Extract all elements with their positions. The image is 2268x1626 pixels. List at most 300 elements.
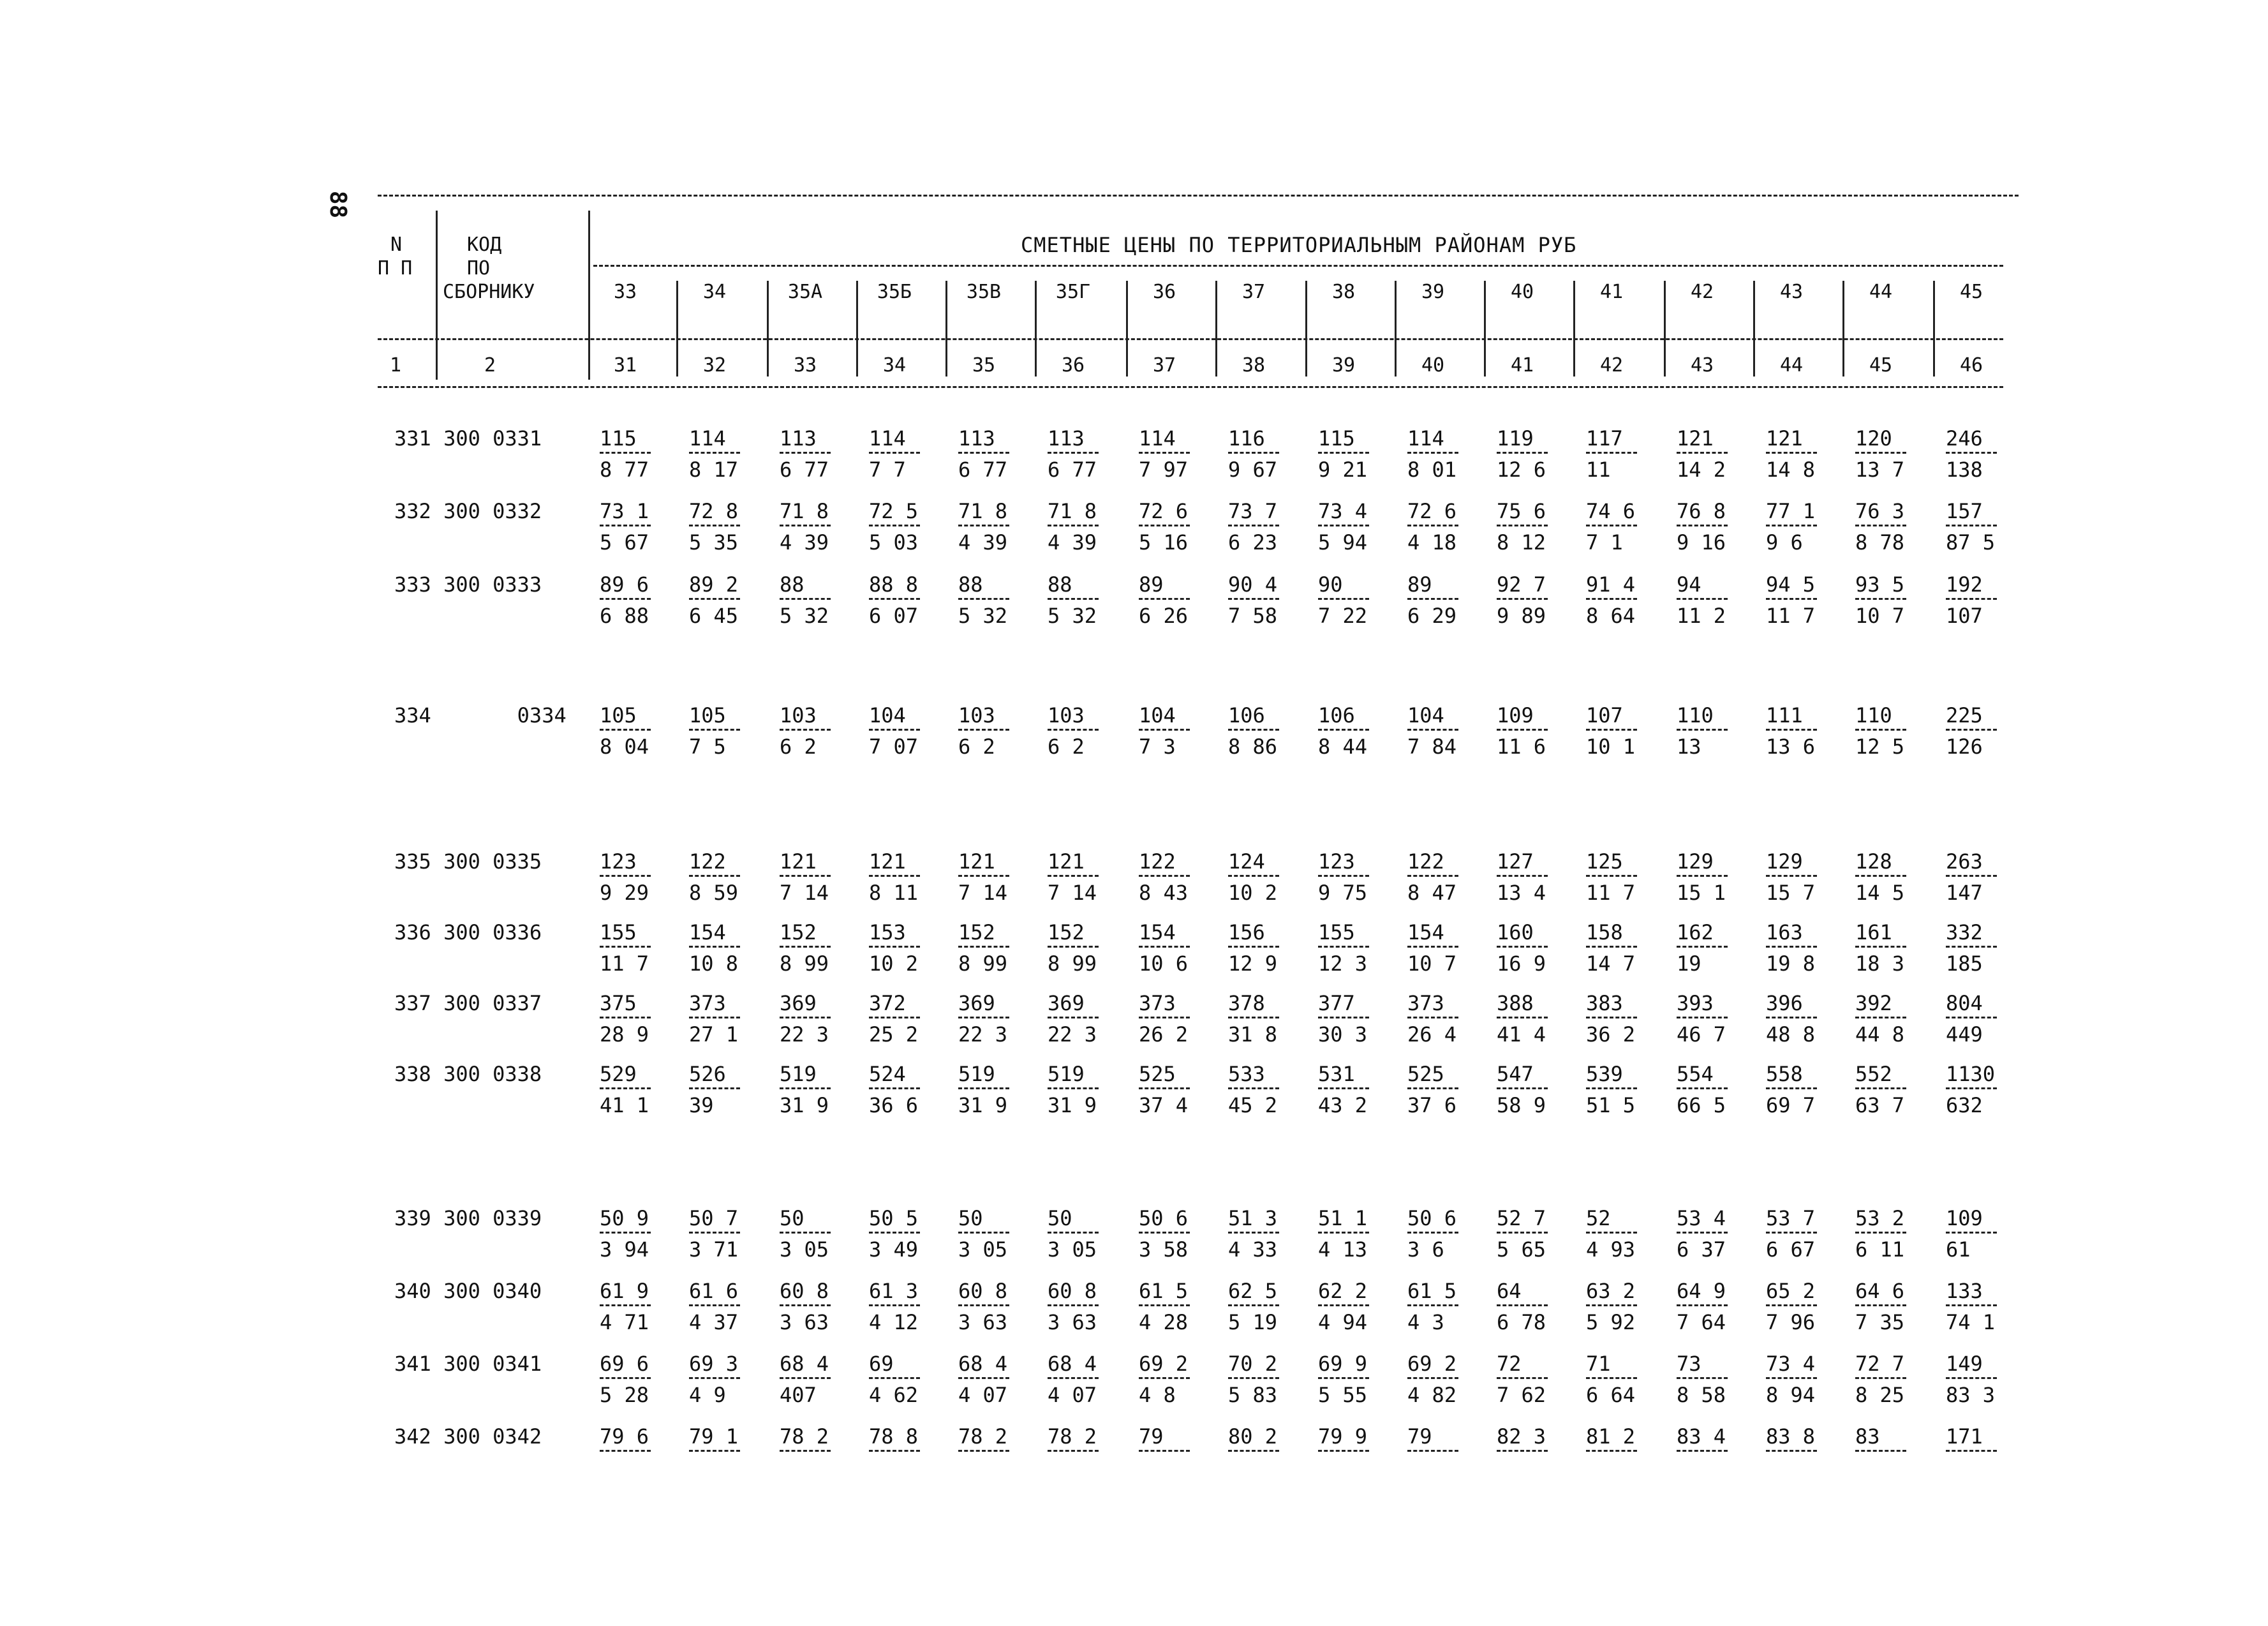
price-value: 75 6 <box>1497 499 1546 523</box>
row-code: 333 300 0333 <box>394 572 542 597</box>
fraction-line <box>1677 525 1728 526</box>
price-cell <box>1497 572 1586 628</box>
fraction-line <box>1318 1017 1369 1018</box>
price-value: 82 3 <box>1497 1424 1546 1449</box>
row-code: 340 300 0340 <box>394 1279 542 1303</box>
wage-value: 4 07 <box>1048 1383 1097 1407</box>
price-cell <box>600 1279 689 1334</box>
price-cell <box>1318 849 1407 905</box>
price-cell <box>1407 1279 1497 1334</box>
price-value: 80 2 <box>1228 1424 1278 1449</box>
fraction-line <box>869 1377 920 1379</box>
price-cell <box>1407 1206 1497 1262</box>
fraction-line <box>1855 1232 1906 1234</box>
wage-value: 4 28 <box>1139 1310 1189 1334</box>
wage-value: 5 32 <box>780 604 829 628</box>
price-cell <box>869 572 958 628</box>
wage-value: 4 37 <box>689 1310 739 1334</box>
column-number: 41 <box>1510 354 1534 377</box>
price-value: 89 <box>1139 572 1164 597</box>
price-value: 369 <box>780 991 817 1015</box>
page-number: 88 <box>325 190 352 219</box>
column-number: 44 <box>1779 354 1804 377</box>
price-value: 94 5 <box>1766 572 1816 597</box>
wage-value: 7 07 <box>869 735 919 759</box>
wage-value: 5 32 <box>958 604 1008 628</box>
price-value: 113 <box>958 426 995 451</box>
price-cell <box>958 499 1048 555</box>
wage-value: 41 1 <box>600 1093 649 1117</box>
wage-value: 31 9 <box>780 1093 829 1117</box>
price-value: 83 8 <box>1766 1424 1816 1449</box>
fraction-line <box>1766 1450 1817 1452</box>
fraction-line <box>958 525 1009 526</box>
region-divider <box>1395 281 1397 377</box>
price-value: 369 <box>1048 991 1085 1015</box>
price-cell <box>1497 703 1586 759</box>
price-cell <box>1318 499 1407 555</box>
price-value: 53 2 <box>1855 1206 1905 1230</box>
fraction-line <box>1766 1304 1817 1306</box>
price-value: 106 <box>1318 703 1355 727</box>
column-number: 38 <box>1241 354 1266 377</box>
price-cell <box>689 1206 778 1262</box>
fraction-line <box>1586 1087 1637 1089</box>
price-cell <box>1766 920 1855 976</box>
price-cell <box>600 1206 689 1262</box>
price-cell <box>1677 1279 1766 1334</box>
price-cell <box>780 1424 869 1456</box>
price-cell <box>1407 426 1497 482</box>
fraction-line <box>689 452 740 454</box>
price-value: 122 <box>1139 849 1176 874</box>
price-cell <box>1497 991 1586 1047</box>
price-cell <box>1407 920 1497 976</box>
wage-value: 6 45 <box>689 604 739 628</box>
price-cell <box>689 1352 778 1407</box>
price-value: 79 9 <box>1318 1424 1368 1449</box>
wage-value: 4 9 <box>689 1383 726 1407</box>
price-value: 50 7 <box>689 1206 739 1230</box>
wage-value: 185 <box>1946 951 1983 976</box>
wage-value: 5 19 <box>1228 1310 1278 1334</box>
wage-value: 36 2 <box>1586 1022 1636 1047</box>
price-value: 90 4 <box>1228 572 1278 597</box>
price-cell <box>869 1424 958 1456</box>
fraction-line <box>1048 1450 1099 1452</box>
fraction-line <box>689 1450 740 1452</box>
price-cell <box>600 703 689 759</box>
price-cell <box>600 1352 689 1407</box>
wage-value: 9 75 <box>1318 881 1368 905</box>
fraction-line <box>1677 729 1728 731</box>
region-header: 36 <box>1152 281 1176 303</box>
wage-value: 11 7 <box>1586 881 1636 905</box>
wage-value: 8 94 <box>1766 1383 1816 1407</box>
wage-value: 7 1 <box>1586 530 1623 555</box>
price-value: 114 <box>869 426 906 451</box>
fraction-line <box>1855 1087 1906 1089</box>
price-cell <box>689 849 778 905</box>
price-value: 68 4 <box>1048 1352 1097 1376</box>
fraction-line <box>1946 1087 1997 1089</box>
wage-value: 8 01 <box>1407 458 1457 482</box>
price-value: 121 <box>869 849 906 874</box>
price-value: 93 5 <box>1855 572 1905 597</box>
fraction-line <box>1407 1087 1458 1089</box>
price-value: 92 7 <box>1497 572 1546 597</box>
price-cell <box>1497 1352 1586 1407</box>
fraction-line <box>689 1232 740 1234</box>
price-value: 373 <box>1407 991 1444 1015</box>
price-value: 53 4 <box>1677 1206 1726 1230</box>
region-header: 35Г <box>1055 281 1091 303</box>
price-value: 246 <box>1946 426 1983 451</box>
column-number: 36 <box>1061 354 1085 377</box>
wage-value: 69 7 <box>1766 1093 1816 1117</box>
wage-value: 8 64 <box>1586 604 1636 628</box>
column-number: 42 <box>1599 354 1624 377</box>
price-value: 73 <box>1677 1352 1701 1376</box>
row-code: 336 300 0336 <box>394 920 542 944</box>
price-value: 120 <box>1855 426 1892 451</box>
wage-value: 8 12 <box>1497 530 1546 555</box>
price-value: 72 6 <box>1139 499 1189 523</box>
price-value: 110 <box>1677 703 1714 727</box>
price-value: 128 <box>1855 849 1892 874</box>
price-cell <box>1766 703 1855 759</box>
fraction-line <box>1048 525 1099 526</box>
wage-value: 6 11 <box>1855 1237 1905 1262</box>
price-cell <box>1048 572 1137 628</box>
wage-value: 13 4 <box>1497 881 1546 905</box>
wage-value: 87 5 <box>1946 530 1996 555</box>
price-value: 192 <box>1946 572 1983 597</box>
price-value: 547 <box>1497 1062 1534 1086</box>
price-value: 552 <box>1855 1062 1892 1086</box>
price-cell <box>1318 1352 1407 1407</box>
fraction-line <box>1497 1017 1548 1018</box>
price-cell <box>1677 920 1766 976</box>
column-number: 39 <box>1331 354 1356 377</box>
wage-value: 61 <box>1946 1237 1971 1262</box>
fraction-line <box>1766 1087 1817 1089</box>
price-value: 71 <box>1586 1352 1611 1376</box>
price-cell <box>1048 703 1137 759</box>
price-value: 83 4 <box>1677 1424 1726 1449</box>
wage-value: 138 <box>1946 458 1983 482</box>
top-rule <box>378 195 2019 197</box>
price-value: 78 8 <box>869 1424 919 1449</box>
wage-value: 6 78 <box>1497 1310 1546 1334</box>
region-divider <box>1305 281 1307 377</box>
wage-value: 8 59 <box>689 881 739 905</box>
price-cell <box>689 991 778 1047</box>
fraction-line <box>1677 598 1728 600</box>
wage-value: 4 12 <box>869 1310 919 1334</box>
wage-value: 8 58 <box>1677 1383 1726 1407</box>
price-cell <box>1766 991 1855 1047</box>
price-value: 152 <box>1048 920 1085 944</box>
price-cell <box>958 920 1048 976</box>
wage-value: 37 6 <box>1407 1093 1457 1117</box>
wage-value: 13 6 <box>1766 735 1816 759</box>
price-cell <box>1855 1424 1945 1456</box>
price-value: 519 <box>958 1062 995 1086</box>
column-number: 32 <box>702 354 727 377</box>
column-number: 45 <box>1869 354 1893 377</box>
price-value: 64 9 <box>1677 1279 1726 1303</box>
price-value: 122 <box>689 849 726 874</box>
wage-value: 10 8 <box>689 951 739 976</box>
price-value: 115 <box>600 426 637 451</box>
fraction-line <box>1497 1450 1548 1452</box>
fraction-line <box>1407 598 1458 600</box>
price-cell <box>1946 991 2035 1047</box>
fraction-line <box>1139 1232 1190 1234</box>
fraction-line <box>1497 598 1548 600</box>
fraction-line <box>958 875 1009 877</box>
wage-value: 7 5 <box>689 735 726 759</box>
fraction-line <box>1318 946 1369 948</box>
fraction-line <box>1766 1017 1817 1018</box>
price-cell <box>1139 499 1228 555</box>
price-value: 396 <box>1766 991 1803 1015</box>
price-cell <box>1677 1206 1766 1262</box>
wage-value: 19 <box>1677 951 1701 976</box>
region-header: 38 <box>1331 281 1356 303</box>
wage-value: 10 7 <box>1855 604 1905 628</box>
price-value: 53 7 <box>1766 1206 1816 1230</box>
wage-value: 12 9 <box>1228 951 1278 976</box>
price-value: 525 <box>1407 1062 1444 1086</box>
price-cell <box>1497 1424 1586 1456</box>
fraction-line <box>1586 1377 1637 1379</box>
fraction-line <box>958 1377 1009 1379</box>
price-value: 109 <box>1497 703 1534 727</box>
wage-value: 6 2 <box>780 735 817 759</box>
price-value: 60 8 <box>1048 1279 1097 1303</box>
fraction-line <box>1677 1450 1728 1452</box>
fraction-line <box>1318 1377 1369 1379</box>
wage-value: 43 2 <box>1318 1093 1368 1117</box>
wage-value: 4 39 <box>780 530 829 555</box>
price-cell <box>1139 703 1228 759</box>
price-cell <box>689 426 778 482</box>
fraction-line <box>958 1087 1009 1089</box>
wage-value: 3 71 <box>689 1237 739 1262</box>
price-cell <box>1586 920 1675 976</box>
wage-value: 6 26 <box>1139 604 1189 628</box>
fraction-line <box>1586 452 1637 454</box>
wage-value: 83 3 <box>1946 1383 1996 1407</box>
price-cell <box>1228 991 1317 1047</box>
header-end-rule <box>378 386 2003 388</box>
fraction-line <box>1048 729 1099 731</box>
fraction-line <box>1407 1377 1458 1379</box>
price-cell <box>1677 1424 1766 1456</box>
price-cell <box>1139 920 1228 976</box>
price-value: 61 9 <box>600 1279 649 1303</box>
price-value: 383 <box>1586 991 1623 1015</box>
price-cell <box>1318 1279 1407 1334</box>
price-cell <box>1407 572 1497 628</box>
fraction-line <box>600 1304 651 1306</box>
fraction-line <box>1497 1087 1548 1089</box>
price-cell <box>1228 1206 1317 1262</box>
wage-value: 41 4 <box>1497 1022 1546 1047</box>
price-cell <box>1586 426 1675 482</box>
wage-value: 22 3 <box>958 1022 1008 1047</box>
price-value: 526 <box>689 1062 726 1086</box>
fraction-line <box>780 598 831 600</box>
price-value: 65 2 <box>1766 1279 1816 1303</box>
price-cell <box>1228 1424 1317 1456</box>
region-divider <box>1842 281 1844 377</box>
wage-value: 10 6 <box>1139 951 1189 976</box>
price-cell <box>689 1424 778 1456</box>
price-value: 263 <box>1946 849 1983 874</box>
wage-value: 8 43 <box>1139 881 1189 905</box>
wage-value: 7 58 <box>1228 604 1278 628</box>
price-cell <box>600 499 689 555</box>
wage-value: 11 2 <box>1677 604 1726 628</box>
price-value: 69 6 <box>600 1352 649 1376</box>
fraction-line <box>1048 452 1099 454</box>
price-cell <box>689 499 778 555</box>
price-value: 160 <box>1497 920 1534 944</box>
wage-value: 5 28 <box>600 1383 649 1407</box>
fraction-line <box>689 1377 740 1379</box>
price-value: 79 6 <box>600 1424 649 1449</box>
price-cell <box>1586 572 1675 628</box>
wage-value: 4 07 <box>958 1383 1008 1407</box>
price-cell <box>1048 920 1137 976</box>
price-value: 162 <box>1677 920 1714 944</box>
fraction-line <box>1855 1450 1906 1452</box>
wage-value: 4 39 <box>1048 530 1097 555</box>
fraction-line <box>1677 1377 1728 1379</box>
wage-value: 26 4 <box>1407 1022 1457 1047</box>
price-value: 113 <box>1048 426 1085 451</box>
fraction-line <box>1048 1304 1099 1306</box>
wage-value: 3 94 <box>600 1237 649 1262</box>
price-value: 50 <box>780 1206 804 1230</box>
fraction-line <box>689 525 740 526</box>
wage-value: 3 05 <box>780 1237 829 1262</box>
price-value: 50 5 <box>869 1206 919 1230</box>
price-cell <box>1946 572 2035 628</box>
fraction-line <box>1766 598 1817 600</box>
header-code-line2: ПО <box>467 257 491 280</box>
region-header: 43 <box>1779 281 1804 303</box>
price-value: 60 8 <box>958 1279 1008 1303</box>
region-header: 45 <box>1959 281 1983 303</box>
price-value: 63 2 <box>1586 1279 1636 1303</box>
fraction-line <box>1228 875 1279 877</box>
price-value: 78 2 <box>958 1424 1008 1449</box>
fraction-line <box>1946 946 1997 948</box>
fraction-line <box>780 946 831 948</box>
header-mid-rule <box>593 265 2003 267</box>
price-cell <box>1586 499 1675 555</box>
price-value: 71 8 <box>958 499 1008 523</box>
price-cell <box>780 572 869 628</box>
price-cell <box>1946 849 2035 905</box>
price-cell <box>869 1062 958 1117</box>
fraction-line <box>1497 875 1548 877</box>
fraction-line <box>1677 452 1728 454</box>
fraction-line <box>1228 946 1279 948</box>
wage-value: 18 3 <box>1855 951 1905 976</box>
fraction-line <box>1228 1377 1279 1379</box>
price-value: 106 <box>1228 703 1265 727</box>
fraction-line <box>1228 525 1279 526</box>
wage-value: 6 77 <box>780 458 829 482</box>
price-value: 52 <box>1586 1206 1611 1230</box>
fraction-line <box>689 1017 740 1018</box>
price-cell <box>600 1062 689 1117</box>
fraction-line <box>1139 729 1190 731</box>
price-value: 104 <box>1407 703 1444 727</box>
fraction-line <box>1139 1450 1190 1452</box>
row-code: 334 0334 <box>394 703 567 727</box>
price-cell <box>780 1352 869 1407</box>
fraction-line <box>1766 1232 1817 1234</box>
price-cell <box>869 703 958 759</box>
fraction-line <box>1228 1304 1279 1306</box>
fraction-line <box>869 1017 920 1018</box>
price-value: 60 8 <box>780 1279 829 1303</box>
fraction-line <box>1946 525 1997 526</box>
price-cell <box>1407 991 1497 1047</box>
price-cell <box>1586 1206 1675 1262</box>
fraction-line <box>780 1017 831 1018</box>
wage-value: 6 2 <box>958 735 995 759</box>
price-cell <box>689 703 778 759</box>
wage-value: 16 9 <box>1497 951 1546 976</box>
fraction-line <box>1139 1304 1190 1306</box>
price-cell <box>869 426 958 482</box>
price-cell <box>958 1206 1048 1262</box>
price-cell <box>1318 1062 1407 1117</box>
price-value: 373 <box>1139 991 1176 1015</box>
price-value: 539 <box>1586 1062 1623 1086</box>
fraction-line <box>1228 598 1279 600</box>
price-cell <box>1318 1424 1407 1456</box>
fraction-line <box>958 1450 1009 1452</box>
price-value: 105 <box>600 703 637 727</box>
price-cell <box>1497 920 1586 976</box>
price-value: 50 <box>1048 1206 1072 1230</box>
wage-value: 8 44 <box>1318 735 1368 759</box>
fraction-line <box>780 1377 831 1379</box>
wage-value: 22 3 <box>1048 1022 1097 1047</box>
price-cell <box>1586 991 1675 1047</box>
price-cell <box>1946 1279 2035 1334</box>
price-value: 122 <box>1407 849 1444 874</box>
price-value: 154 <box>1139 920 1176 944</box>
price-cell <box>1586 1062 1675 1117</box>
price-value: 50 6 <box>1407 1206 1457 1230</box>
fraction-line <box>1318 1304 1369 1306</box>
region-header: 35В <box>966 281 1002 303</box>
fraction-line <box>1407 452 1458 454</box>
wage-value: 3 63 <box>958 1310 1008 1334</box>
wage-value: 9 89 <box>1497 604 1546 628</box>
fraction-line <box>780 1087 831 1089</box>
wage-value: 5 83 <box>1228 1383 1278 1407</box>
